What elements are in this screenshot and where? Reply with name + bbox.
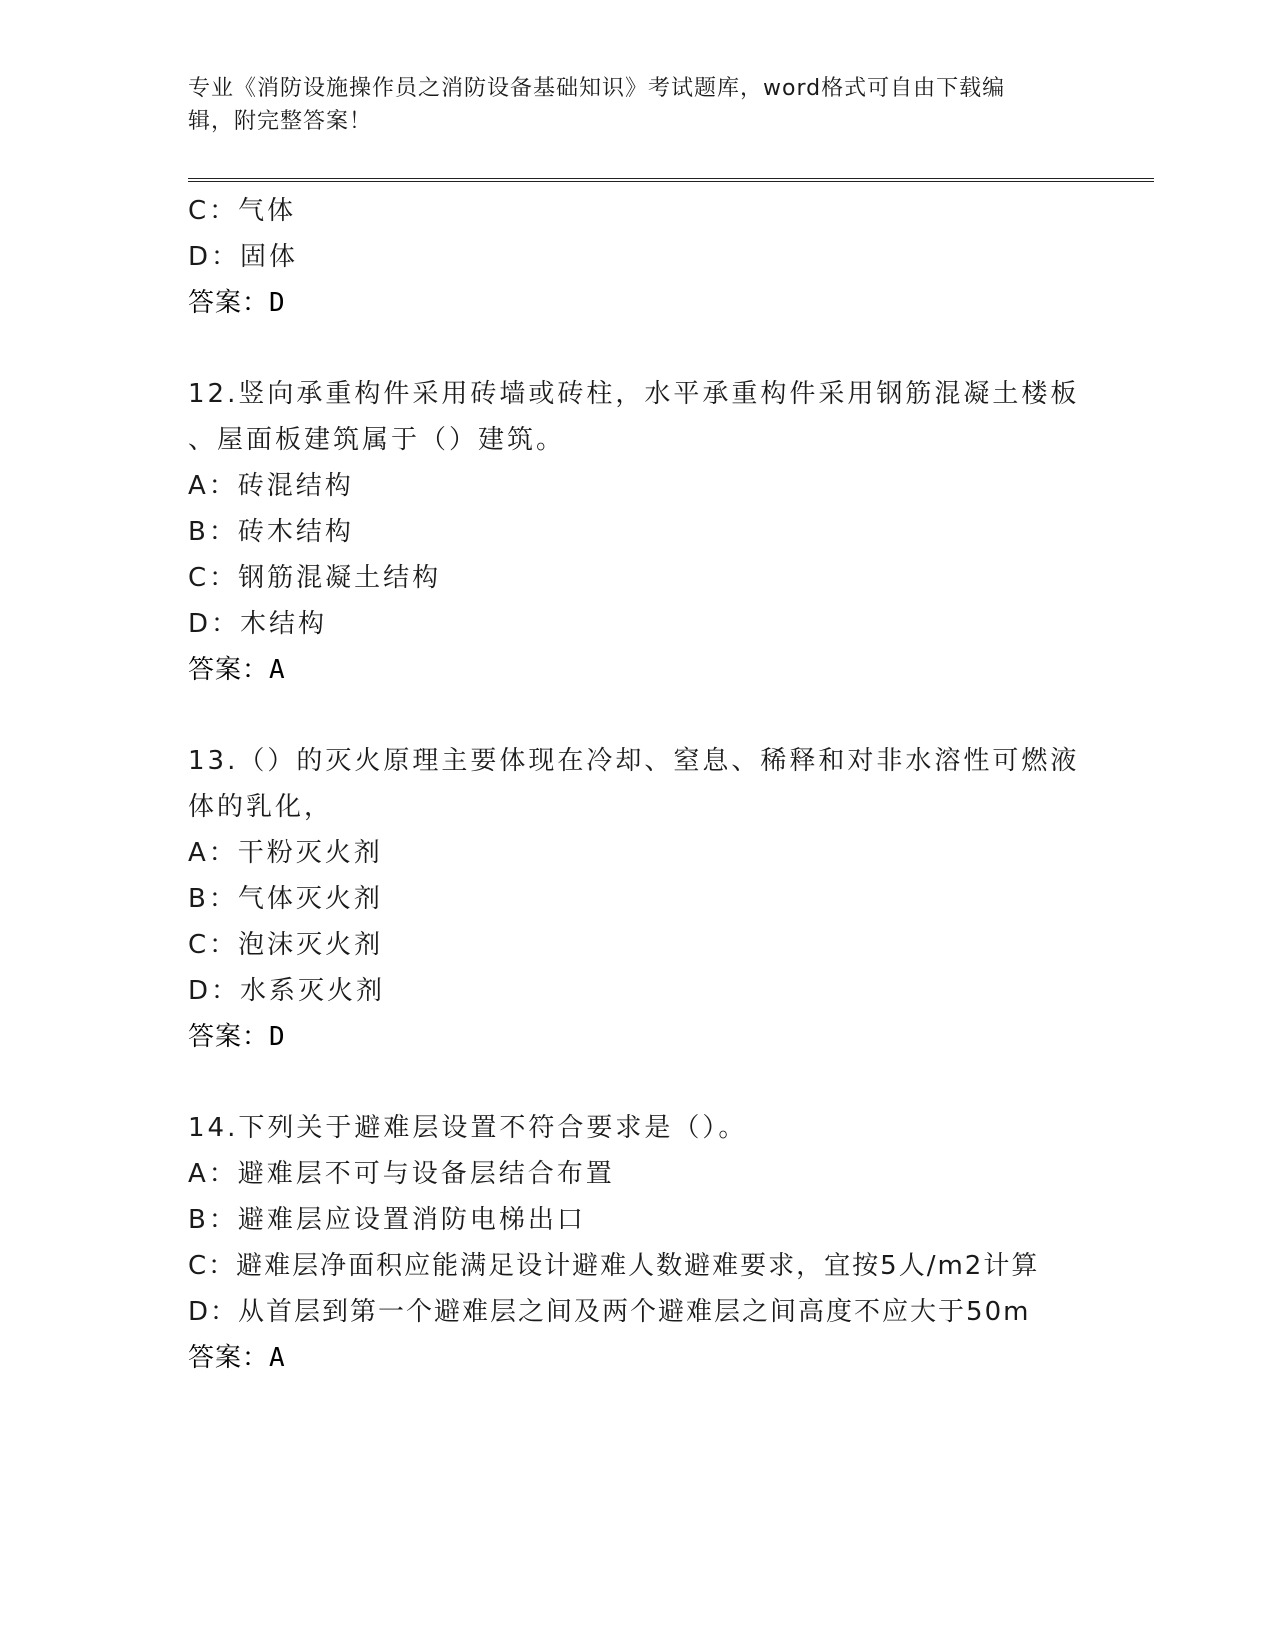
answer-line xyxy=(188,280,1088,326)
option-c: C：泡沫灭火剂 xyxy=(188,930,384,960)
option-d: D：木结构 xyxy=(188,609,328,639)
option-c: C：钢筋混凝土结构 xyxy=(188,563,442,593)
question-stem-line-1: 13.（）的灭火原理主要体现在冷却、窒息、稀释和对非水溶性可燃液 xyxy=(188,746,1080,776)
answer-value: A xyxy=(269,655,286,685)
answer-value: D xyxy=(269,1022,286,1052)
option-c: C：避难层净面积应能满足设计避难人数避难要求，宜按5人/m2计算 xyxy=(188,1251,1040,1281)
option-a: A：避难层不可与设备层结合布置 xyxy=(188,1159,615,1189)
spacer xyxy=(188,326,1088,371)
spacer xyxy=(188,693,1088,738)
header-divider xyxy=(188,178,1154,182)
question-stem-line-1: 14.下列关于避难层设置不符合要求是（）。 xyxy=(188,1113,748,1143)
answer-label: 答案： xyxy=(188,288,270,318)
option-d: D：固体 xyxy=(188,242,299,272)
answer-label: 答案： xyxy=(188,1343,270,1373)
option-d: D：从首层到第一个避难层之间及两个避难层之间高度不应大于50m xyxy=(188,1297,1031,1327)
header-line-1: 专业《消防设施操作员之消防设备基础知识》考试题库，word格式可自由下载编 xyxy=(188,76,1006,101)
option-b: B：气体灭火剂 xyxy=(188,884,383,914)
answer-value: D xyxy=(269,288,286,318)
spacer xyxy=(188,1060,1088,1105)
option-a: A：干粉灭火剂 xyxy=(188,838,383,868)
question-12 xyxy=(188,371,1088,693)
question-stem-line-2: 体的乳化， xyxy=(188,792,334,822)
header-line-2: 辑，附完整答案！ xyxy=(188,109,373,134)
option-b: B：砖木结构 xyxy=(188,517,354,547)
answer-line xyxy=(188,647,1088,693)
answer-value: A xyxy=(269,1343,286,1373)
answer-label: 答案： xyxy=(188,655,270,685)
document-header xyxy=(188,72,1088,138)
option-d: D：水系灭火剂 xyxy=(188,976,386,1006)
answer-line xyxy=(188,1335,1088,1381)
answer-label: 答案： xyxy=(188,1022,270,1052)
question-stem-line-2: 、屋面板建筑属于（）建筑。 xyxy=(188,425,566,455)
question-14 xyxy=(188,1105,1088,1381)
option-a: A：砖混结构 xyxy=(188,471,354,501)
question-stem-line-1: 12.竖向承重构件采用砖墙或砖柱，水平承重构件采用钢筋混凝土楼板 xyxy=(188,379,1080,409)
option-c: C：气体 xyxy=(188,196,297,226)
question-content xyxy=(188,188,1088,1381)
question-fragment-11 xyxy=(188,188,1088,326)
answer-line xyxy=(188,1014,1088,1060)
option-b: B：避难层应设置消防电梯出口 xyxy=(188,1205,586,1235)
question-13 xyxy=(188,738,1088,1060)
